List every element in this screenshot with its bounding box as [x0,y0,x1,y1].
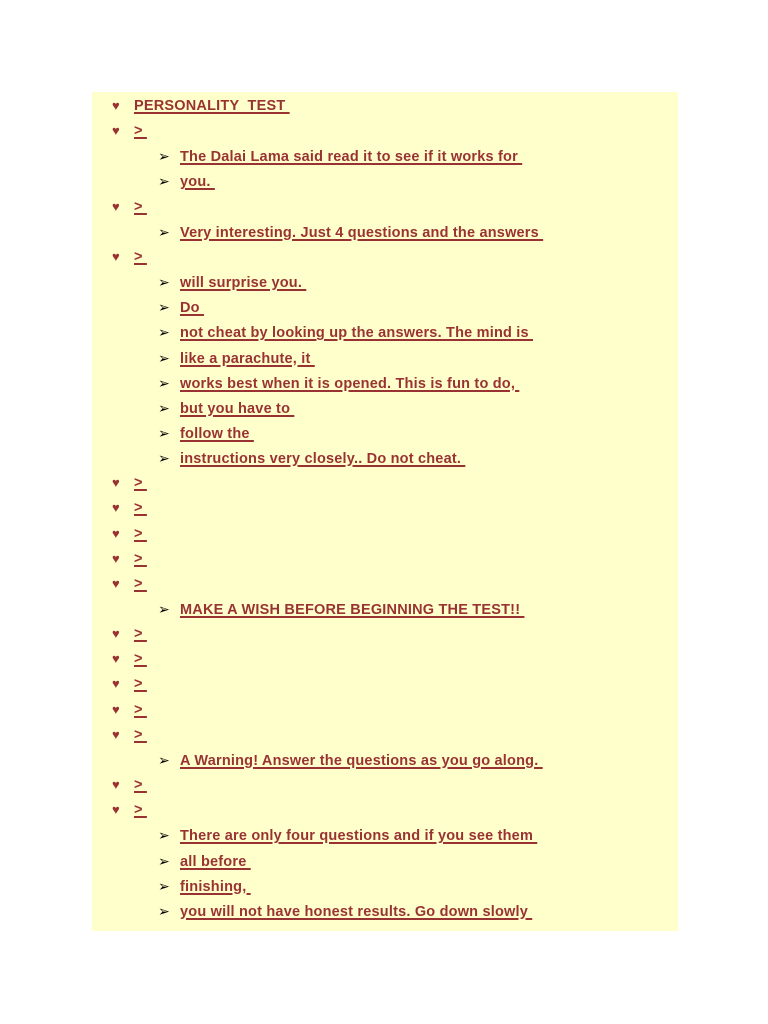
list-item-text: > [134,500,147,517]
list-item-text: instructions very closely.. Do not cheat. [180,451,466,468]
heart-bullet-icon: ♥ [112,626,120,642]
list-item-level2 [158,825,537,845]
list-item-text: follow the [180,425,254,442]
list-item-text: not cheat by looking up the answers. The mind is [180,325,534,342]
heart-bullet-icon: ♥ [112,248,120,264]
list-item-level2 [158,876,251,896]
heart-bullet-icon: ♥ [112,575,120,591]
list-item-text: Do [180,300,204,317]
arrow-bullet-icon: ➢ [158,173,170,190]
list-item-level2 [158,146,522,166]
list-item-level2 [158,272,306,292]
arrow-bullet-icon: ➢ [158,751,170,768]
list-item-text: > [134,198,147,215]
list-item-text: > [134,676,147,693]
heart-bullet-icon: ♥ [112,676,120,692]
list-item-level2 [158,901,532,921]
arrow-bullet-icon: ➢ [158,374,170,391]
list-item-text: like a parachute, it [180,350,315,367]
heart-bullet-icon: ♥ [112,550,120,566]
arrow-bullet-icon: ➢ [158,299,170,316]
list-item-level1 [112,649,147,669]
heart-bullet-icon: ♥ [112,777,120,793]
list-item-level1 [112,96,290,116]
heart-bullet-icon: ♥ [112,475,120,491]
list-item-level2 [158,599,524,619]
list-item-text: A Warning! Answer the questions as you go along. [180,752,543,769]
list-item-text: you will not have honest results. Go down slowly [180,903,533,920]
list-item-text: > [134,550,147,567]
list-item-level1 [112,197,147,217]
arrow-bullet-icon: ➢ [158,877,170,894]
list-item-level1 [112,624,147,644]
list-item-text: finishing, [180,878,251,895]
list-item-text: Very interesting. Just 4 questions and the answers [180,224,544,241]
arrow-bullet-icon: ➢ [158,148,170,165]
list-item-text: all before [180,853,251,870]
arrow-bullet-icon: ➢ [158,450,170,467]
list-item-text: > [134,777,147,794]
list-item-text: but you have to [180,400,295,417]
list-item-text: > [134,575,147,592]
list-item-text: MAKE A WISH BEFORE BEGINNING THE TEST!! [180,602,525,618]
list-item-level2 [158,398,294,418]
list-item-text: > [134,626,147,643]
content-panel [92,92,678,931]
list-item-level1 [112,674,147,694]
list-item-text: > [134,475,147,492]
arrow-bullet-icon: ➢ [158,399,170,416]
list-item-level1 [112,775,147,795]
list-item-text: The Dalai Lama said read it to see if it works for [180,149,523,166]
arrow-bullet-icon: ➢ [158,827,170,844]
arrow-bullet-icon: ➢ [158,424,170,441]
list-item-text: > [134,701,147,718]
list-item-text: > [134,802,147,819]
list-item-level2 [158,851,251,871]
arrow-bullet-icon: ➢ [158,324,170,341]
heart-bullet-icon: ♥ [112,651,120,667]
arrow-bullet-icon: ➢ [158,349,170,366]
heart-bullet-icon: ♥ [112,198,120,214]
list-item-level2 [158,297,204,317]
list-item-level2 [158,423,254,443]
list-item-level2 [158,171,215,191]
list-item-level1 [112,524,147,544]
arrow-bullet-icon: ➢ [158,223,170,240]
list-item-level1 [112,247,147,267]
list-item-level2 [158,348,315,368]
list-item-level2 [158,373,519,393]
list-item-level1 [112,121,147,141]
heart-bullet-icon: ♥ [112,500,120,516]
list-item-level2 [158,322,533,342]
list-item-level1 [112,800,147,820]
heart-bullet-icon: ♥ [112,123,120,139]
list-item-text: will surprise you. [180,275,307,292]
arrow-bullet-icon: ➢ [158,274,170,291]
list-item-level1 [112,700,147,720]
list-item-level2 [158,750,543,770]
list-item-text: There are only four questions and if you see them [180,828,538,845]
list-item-text: > [134,726,147,743]
arrow-bullet-icon: ➢ [158,902,170,919]
list-item-text: > [134,123,147,140]
list-item-text: > [134,651,147,668]
list-item-level1 [112,473,147,493]
heart-bullet-icon: ♥ [112,802,120,818]
list-item-text: works best when it is opened. This is fun to do, [180,375,520,392]
list-item-text: you. [180,174,215,191]
heart-bullet-icon: ♥ [112,525,120,541]
arrow-bullet-icon: ➢ [158,601,170,617]
arrow-bullet-icon: ➢ [158,852,170,869]
heart-bullet-icon: ♥ [112,726,120,742]
heart-bullet-icon: ♥ [112,701,120,717]
list-item-level2 [158,448,465,468]
list-item-level2 [158,222,543,242]
list-item-text: > [134,525,147,542]
list-item-level1 [112,725,147,745]
heart-bullet-icon: ♥ [112,98,120,113]
list-item-level1 [112,574,147,594]
list-item-level1 [112,498,147,518]
list-item-text: PERSONALITY TEST [134,98,290,114]
list-item-level1 [112,549,147,569]
list-item-text: > [134,248,147,265]
